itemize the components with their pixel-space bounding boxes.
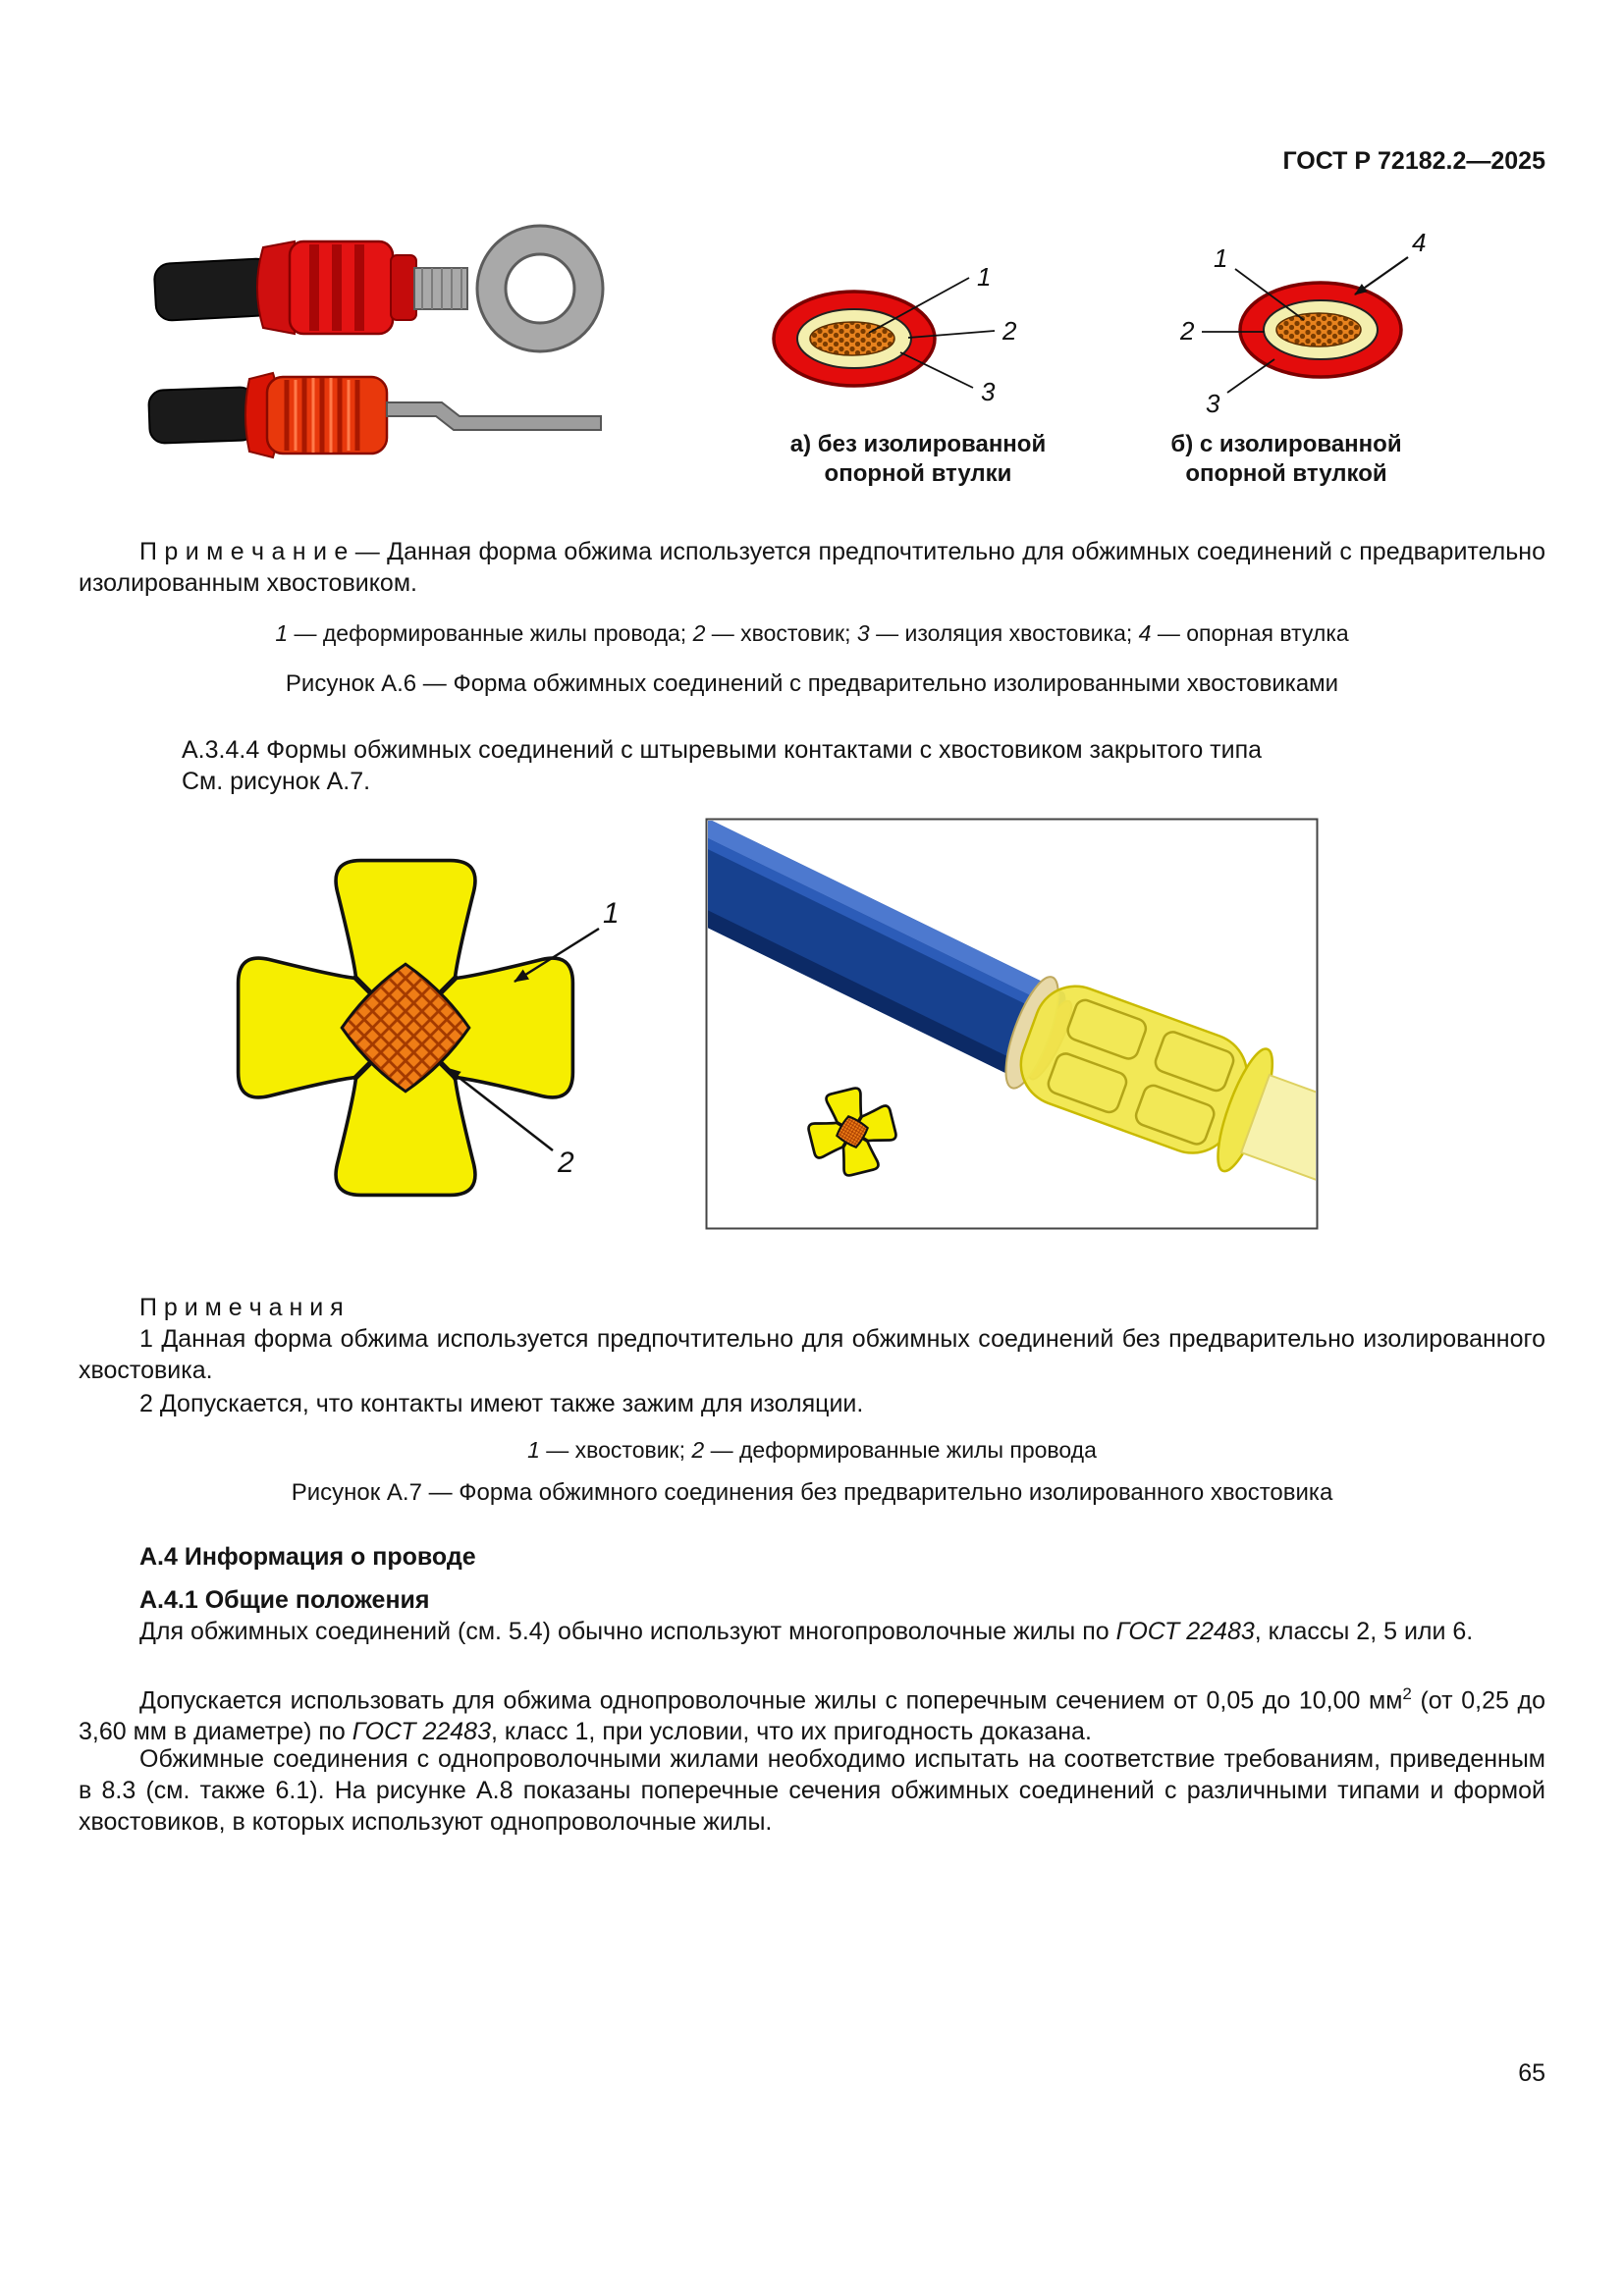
section-a4-heading: А.4 Информация о проводе	[139, 1543, 476, 1571]
legend-num: 2	[692, 620, 706, 646]
figure-a7-legend	[79, 1435, 1545, 1465]
callout-3: 3	[981, 377, 996, 406]
figure-a6-caption-b	[1100, 430, 1473, 489]
legend-text: — деформированные жилы провода;	[288, 620, 693, 646]
legend-text: — хвостовик;	[539, 1437, 692, 1463]
gost-reference: ГОСТ 22483	[352, 1718, 491, 1746]
callout-3: 3	[1206, 389, 1220, 418]
section-a4-paragraph1	[79, 1616, 1545, 1647]
superscript: 2	[1402, 1684, 1412, 1703]
crimp-section-b-drawing	[1179, 228, 1426, 418]
callout-4: 4	[1412, 228, 1427, 257]
note-label: П р и м е ч а н и е	[139, 538, 349, 565]
callout-1: 1	[1214, 243, 1228, 273]
legend-text: — опорная втулка	[1151, 620, 1349, 646]
section-a344-line1: А.3.4.4 Формы обжимных соединений с штыревыми контактами с хвостовиком закрытого типа	[182, 736, 1263, 764]
callout-2: 2	[1180, 316, 1195, 346]
caption-b-line2: опорной втулкой	[1185, 460, 1387, 487]
document-header: ГОСТ Р 72182.2—2025	[1282, 147, 1545, 175]
gost-reference: ГОСТ 22483	[1115, 1618, 1255, 1645]
crimp-cross-drawing	[239, 861, 573, 1196]
callout-1: 1	[977, 262, 992, 292]
paragraph-text: Для обжимных соединений (см. 5.4) обычно используют многопроволочные жилы по	[139, 1618, 1116, 1645]
figure-a6-caption: Рисунок А.6 — Форма обжимных соединений с предварительно изолированными хвостовиками	[285, 670, 1339, 697]
caption-a-line2: опорной втулки	[824, 460, 1012, 487]
callout-2: 2	[558, 1147, 574, 1179]
figure-a6-crosssection-b	[1100, 224, 1473, 425]
legend-text: — изоляция хвостовика;	[869, 620, 1139, 646]
paragraph-text: , классы 2, 5 или 6.	[1254, 1618, 1474, 1645]
caption-b-line1: б) с изолированной	[1170, 431, 1402, 457]
callout-1: 1	[603, 897, 620, 930]
section-a344	[182, 734, 1546, 797]
ring-terminal-drawing	[154, 226, 603, 351]
figure-a7-crosssection	[214, 827, 636, 1229]
figure-a6-note	[79, 536, 1545, 599]
figure-a7-notes-title: П р и м е ч а н и я	[139, 1294, 344, 1321]
paragraph-text: (от 0,25 до 3,60 мм в диаметре) по	[79, 1686, 1545, 1746]
paragraph-text: , класс 1, при условии, что их пригодность доказана.	[490, 1718, 1092, 1746]
figure-a7-connector-illustration	[705, 818, 1319, 1230]
legend-text: — хвостовик;	[705, 620, 857, 646]
legend-num: 2	[691, 1437, 705, 1463]
legend-text: — деформированные жилы провода	[704, 1437, 1097, 1463]
paragraph-text: Допускается использовать для обжима однопроволочные жилы с поперечным сечением от 0,05 до 10,00 мм	[139, 1686, 1403, 1715]
section-a4-paragraph3: Обжимные соединения с однопроволочными жилами необходимо испытать на соответствие требованиям, приведенным в 8.3 (см. также 6.1). На рисунке А.8 показаны поперечные сечения обжимных соединений с различными типами и формой хвостовиков, в которых используют однопроволочные жилы.	[79, 1745, 1545, 1836]
blade-terminal-drawing	[148, 373, 601, 457]
note-text: — Данная форма обжима используется предпочтительно для обжимных соединений с предварительно изолированным хвостовиком.	[79, 538, 1545, 597]
legend-num: 1	[275, 620, 289, 646]
section-a344-line2: См. рисунок А.7.	[182, 768, 371, 795]
caption-a-line1: а) без изолированной	[789, 431, 1047, 457]
section-a41-heading: А.4.1 Общие положения	[139, 1586, 430, 1614]
crimp-section-a-drawing	[774, 262, 1017, 406]
figure-a6-crosssection-a	[741, 240, 1095, 427]
figure-a6-caption-a	[741, 430, 1095, 489]
section-a4-paragraph2	[79, 1679, 1545, 1747]
figure-a7-note1: 1 Данная форма обжима используется предпочтительно для обжимных соединений без предварительно изолированного хвостовика.	[79, 1325, 1545, 1384]
callout-2: 2	[1002, 316, 1017, 346]
figure-a7-caption: Рисунок А.7 — Форма обжимного соединения без предварительно изолированного хвостовика	[291, 1479, 1333, 1506]
figure-a6-legend	[79, 618, 1545, 648]
page-number: 65	[1518, 2059, 1545, 2087]
legend-num: 4	[1138, 620, 1152, 646]
figure-a7-note2: 2 Допускается, что контакты имеют также зажим для изоляции.	[139, 1390, 864, 1417]
figure-a6-terminals-illustration	[147, 214, 697, 489]
legend-num: 3	[856, 620, 870, 646]
legend-num: 1	[527, 1437, 540, 1463]
